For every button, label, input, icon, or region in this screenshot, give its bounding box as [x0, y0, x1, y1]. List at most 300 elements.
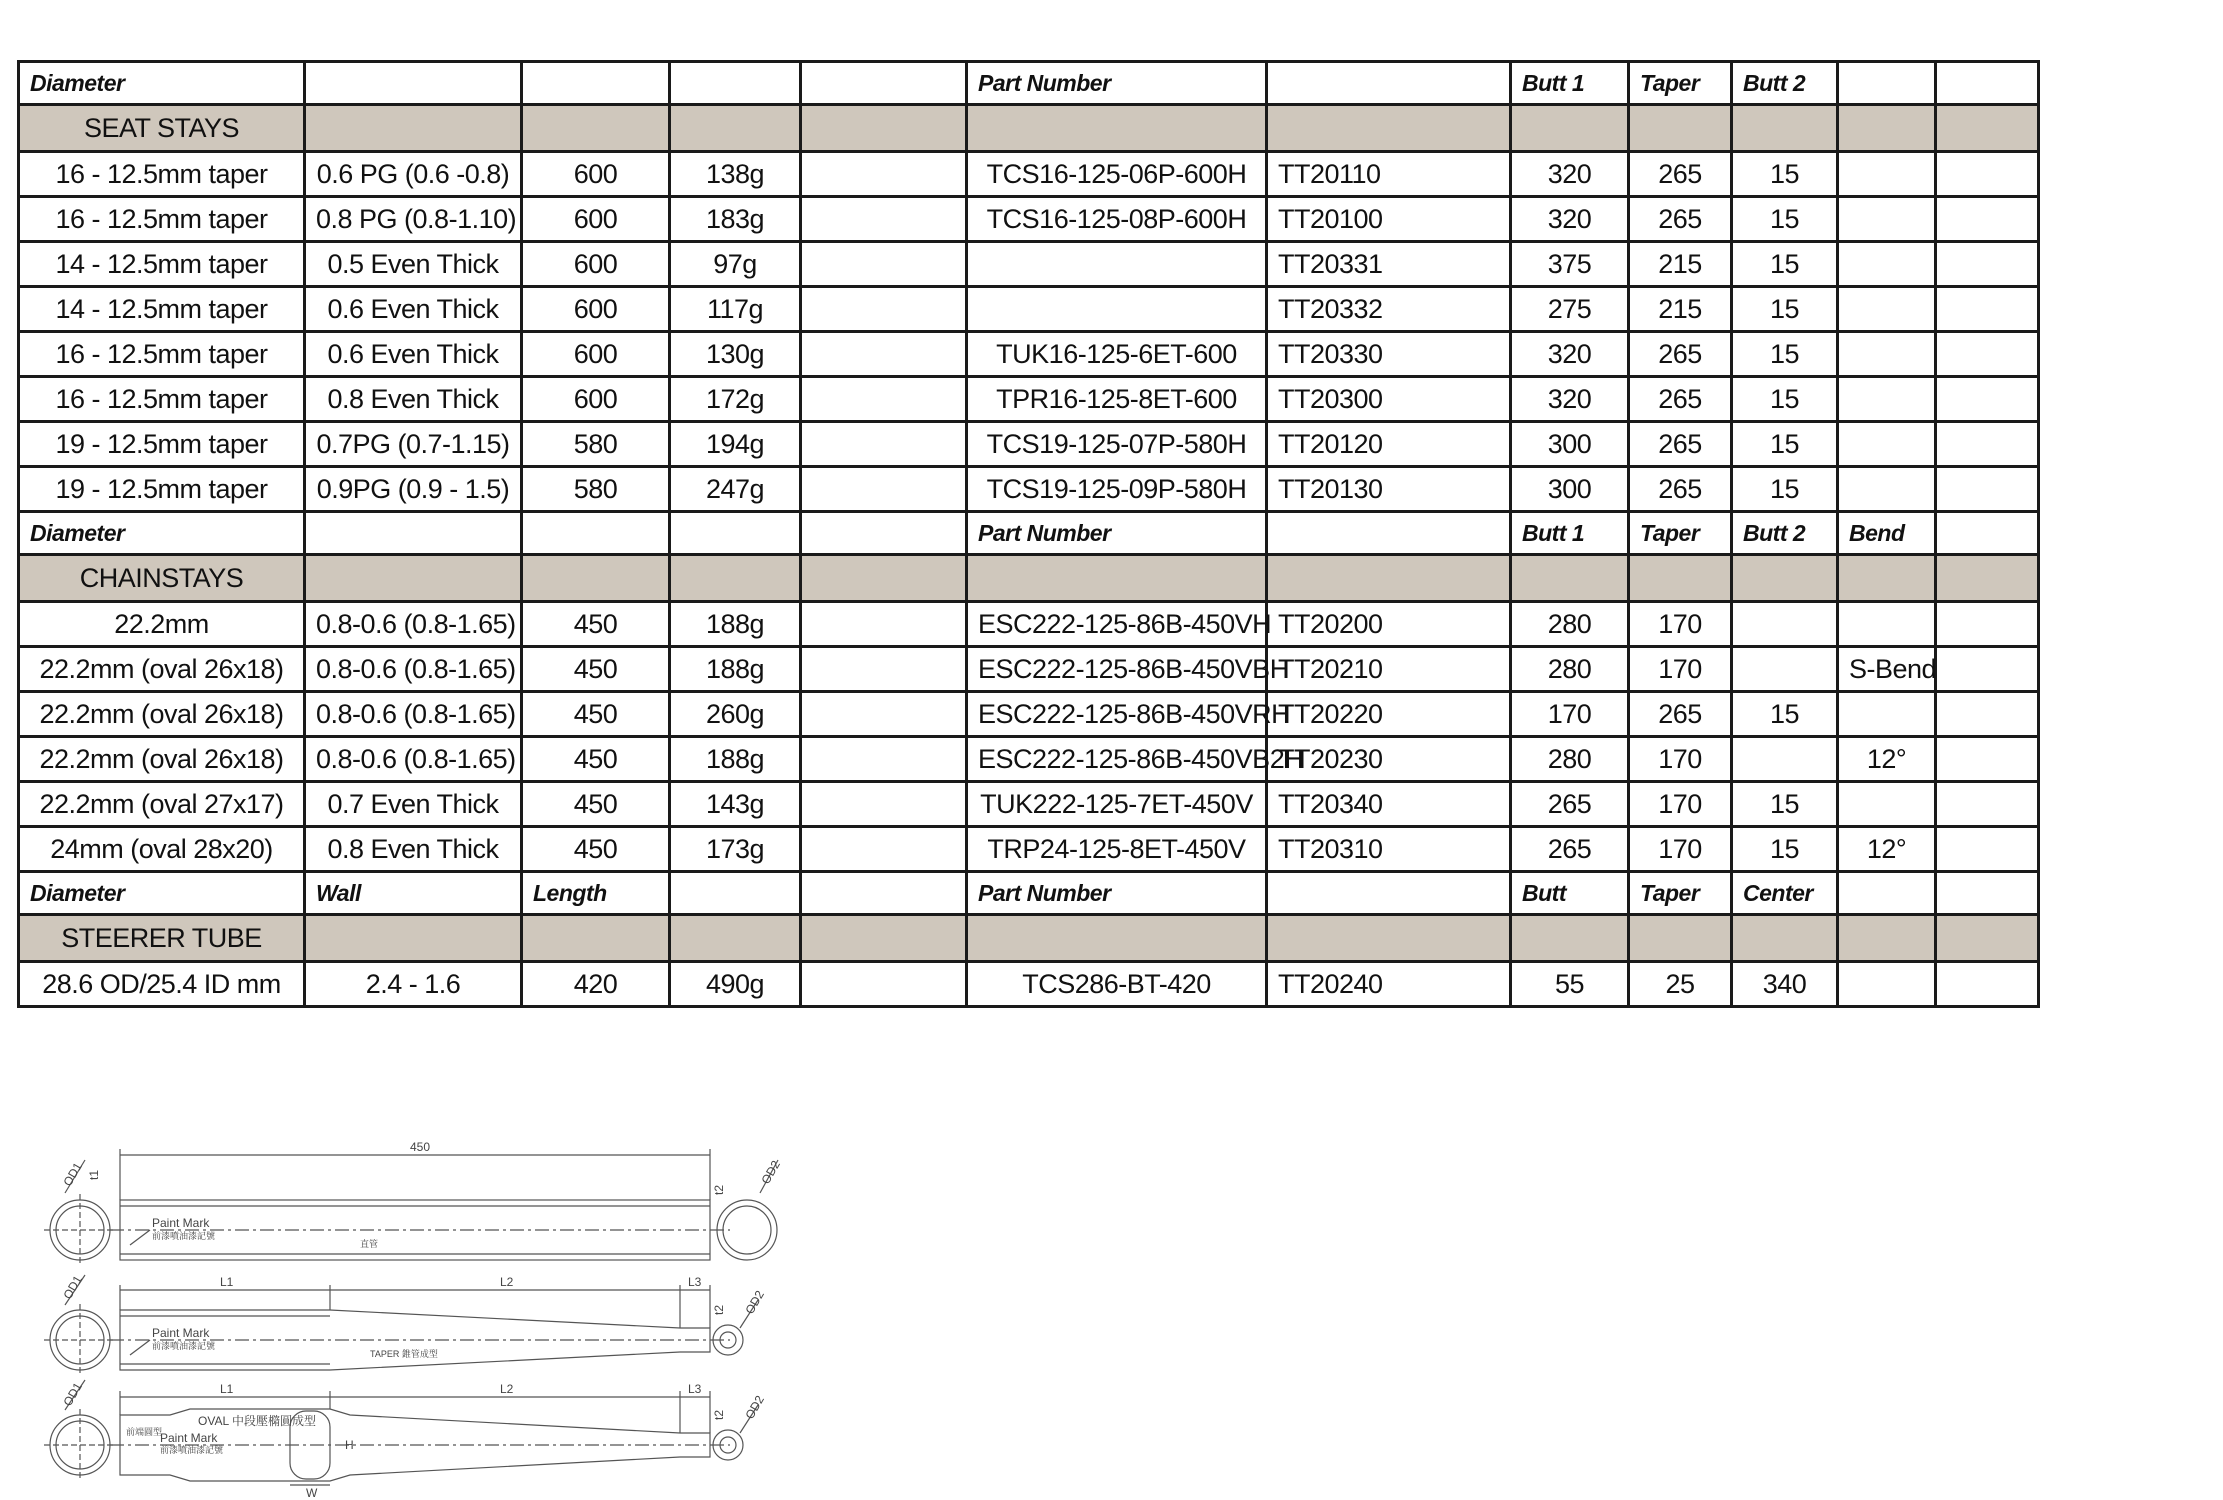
table-cell [801, 962, 967, 1007]
table-cell: 215 [1629, 287, 1732, 332]
table-row [19, 602, 2039, 647]
table-cell [1936, 332, 2039, 377]
table-cell: 420 [522, 962, 670, 1007]
table-cell: 22.2mm (oval 26x18) [19, 692, 305, 737]
oval-t2-label: t2 [712, 1409, 726, 1420]
table-cell: 16 - 12.5mm taper [19, 332, 305, 377]
table-cell: 600 [522, 152, 670, 197]
straight-paint-mark: Paint Mark [152, 1216, 210, 1230]
table-cell: 2.4 - 1.6 [305, 962, 522, 1007]
table-cell: 0.8 PG (0.8-1.10) [305, 197, 522, 242]
tube-drawings [40, 1135, 800, 1500]
table-cell: 0.6 Even Thick [305, 287, 522, 332]
table-cell: 173g [670, 827, 801, 872]
table-cell: TT20331 [1267, 242, 1511, 287]
table-cell: 188g [670, 647, 801, 692]
table-cell: TPR16-125-8ET-600 [967, 377, 1267, 422]
table-cell: ESC222-125-86B-450VH [967, 602, 1267, 647]
section-title-cell [670, 915, 801, 962]
table-cell: 188g [670, 602, 801, 647]
table-cell: 450 [522, 647, 670, 692]
table-cell: 450 [522, 827, 670, 872]
straight-middle-label: 直管 [360, 1239, 379, 1249]
table-cell: 14 - 12.5mm taper [19, 242, 305, 287]
table-cell: 280 [1511, 647, 1629, 692]
table-row [19, 422, 2039, 467]
section-title-cell [522, 555, 670, 602]
table-cell [1838, 377, 1936, 422]
section-title-cell [305, 555, 522, 602]
straight-tube-drawing [44, 1149, 778, 1266]
table-cell: TT20120 [1267, 422, 1511, 467]
taper-paint-mark-cn: 前漆噴油漆記號 [152, 1341, 216, 1351]
oval-paint-mark-cn: 前漆噴油漆記號 [160, 1445, 224, 1455]
table-row [19, 377, 2039, 422]
straight-paint-mark-cn: 前漆噴油漆記號 [152, 1231, 216, 1241]
header-cell: Length [522, 872, 670, 915]
table-cell: 15 [1732, 377, 1838, 422]
header-cell [670, 62, 801, 105]
table-cell: 170 [1629, 782, 1732, 827]
table-cell: 12° [1838, 737, 1936, 782]
section-title-cell [1732, 105, 1838, 152]
table-cell [1936, 602, 2039, 647]
table-cell [1838, 287, 1936, 332]
table-cell: 450 [522, 782, 670, 827]
section-title: SEAT STAYS [19, 105, 305, 152]
table-cell [801, 422, 967, 467]
header-cell: Taper [1629, 62, 1732, 105]
table-cell: 0.8-0.6 (0.8-1.65) [305, 737, 522, 782]
table-cell: 25 [1629, 962, 1732, 1007]
table-cell [967, 242, 1267, 287]
table-cell: 450 [522, 737, 670, 782]
section-title-cell [1629, 555, 1732, 602]
section-title-cell [1732, 555, 1838, 602]
table-cell: 0.6 Even Thick [305, 332, 522, 377]
table-cell: 22.2mm [19, 602, 305, 647]
straight-od1-label: OD1 [60, 1160, 85, 1189]
table-cell: 280 [1511, 602, 1629, 647]
header-cell: Taper [1629, 512, 1732, 555]
table-row [19, 332, 2039, 377]
header-cell [801, 62, 967, 105]
table-cell: 15 [1732, 332, 1838, 377]
table-cell: TCS16-125-06P-600H [967, 152, 1267, 197]
table-cell: TT20300 [1267, 377, 1511, 422]
table-row [19, 287, 2039, 332]
table-cell: 340 [1732, 962, 1838, 1007]
section-title-cell [1629, 915, 1732, 962]
table-cell [801, 377, 967, 422]
table-cell: 265 [1511, 782, 1629, 827]
table-cell: 265 [1629, 152, 1732, 197]
header-cell: Diameter [19, 872, 305, 915]
table-row [19, 647, 2039, 692]
table-cell: TT20310 [1267, 827, 1511, 872]
table-cell: 265 [1511, 827, 1629, 872]
table-cell [1936, 827, 2039, 872]
table-cell: 600 [522, 242, 670, 287]
table-cell: 14 - 12.5mm taper [19, 287, 305, 332]
header-cell [1267, 872, 1511, 915]
header-cell: Wall [305, 872, 522, 915]
table-cell [801, 602, 967, 647]
table-cell: 580 [522, 467, 670, 512]
table-cell: 15 [1732, 782, 1838, 827]
table-cell [1936, 377, 2039, 422]
straight-length-label: 450 [410, 1140, 431, 1154]
table-cell [801, 467, 967, 512]
table-cell: 16 - 12.5mm taper [19, 377, 305, 422]
table-cell [1936, 242, 2039, 287]
table-row [19, 737, 2039, 782]
table-cell: S-Bend [1838, 647, 1936, 692]
section-title-cell [305, 105, 522, 152]
table-cell: ESC222-125-86B-450VBH [967, 647, 1267, 692]
table-cell: 15 [1732, 692, 1838, 737]
table-cell: 16 - 12.5mm taper [19, 197, 305, 242]
table-cell: 215 [1629, 242, 1732, 287]
table-cell [801, 152, 967, 197]
table-cell: TT20210 [1267, 647, 1511, 692]
table-cell: 600 [522, 197, 670, 242]
section-title-cell [1267, 555, 1511, 602]
header-cell [801, 512, 967, 555]
header-cell: Taper [1629, 872, 1732, 915]
header-cell: Butt 2 [1732, 512, 1838, 555]
oval-od1-label: OD1 [60, 1380, 85, 1409]
table-cell: 600 [522, 377, 670, 422]
header-cell [1936, 872, 2039, 915]
table-cell: 0.8 Even Thick [305, 377, 522, 422]
table-cell: 22.2mm (oval 27x17) [19, 782, 305, 827]
table-cell: 19 - 12.5mm taper [19, 422, 305, 467]
table-cell: 15 [1732, 242, 1838, 287]
table-cell [1936, 782, 2039, 827]
header-cell [1936, 512, 2039, 555]
header-cell: Butt 1 [1511, 512, 1629, 555]
table-cell: 265 [1629, 467, 1732, 512]
section-title-cell [670, 555, 801, 602]
table-cell: 300 [1511, 422, 1629, 467]
table-cell: 450 [522, 602, 670, 647]
taper-middle-label: TAPER 錐管成型 [370, 1349, 438, 1359]
table-cell [1732, 602, 1838, 647]
section-title-cell [1267, 915, 1511, 962]
table-row [19, 692, 2039, 737]
table-cell [1838, 332, 1936, 377]
table-cell [801, 692, 967, 737]
table-cell: TT20340 [1267, 782, 1511, 827]
table-cell: TT20130 [1267, 467, 1511, 512]
section-title-cell [522, 105, 670, 152]
table-cell [801, 197, 967, 242]
table-cell [1838, 692, 1936, 737]
table-cell [1838, 962, 1936, 1007]
header-cell [522, 62, 670, 105]
table-cell: 15 [1732, 422, 1838, 467]
table-cell [1838, 422, 1936, 467]
table-cell [801, 242, 967, 287]
table-cell: 170 [1511, 692, 1629, 737]
header-cell: Diameter [19, 62, 305, 105]
section-title-cell [1511, 915, 1629, 962]
table-row [19, 467, 2039, 512]
table-cell: 170 [1629, 737, 1732, 782]
header-cell: Part Number [967, 872, 1267, 915]
header-cell [1267, 62, 1511, 105]
taper-paint-mark: Paint Mark [152, 1326, 210, 1340]
taper-t2-label: t2 [712, 1304, 726, 1315]
table-cell: 12° [1838, 827, 1936, 872]
table-cell [1838, 242, 1936, 287]
tubing-spec-table [17, 60, 2040, 1008]
table-cell: TT20240 [1267, 962, 1511, 1007]
header-cell: Diameter [19, 512, 305, 555]
section-title-cell [1511, 555, 1629, 602]
table-cell: TUK222-125-7ET-450V [967, 782, 1267, 827]
section-title-cell [1629, 105, 1732, 152]
table-cell: 183g [670, 197, 801, 242]
table-cell: 16 - 12.5mm taper [19, 152, 305, 197]
table-cell: TCS16-125-08P-600H [967, 197, 1267, 242]
table-cell: 0.8-0.6 (0.8-1.65) [305, 647, 522, 692]
table-cell: 320 [1511, 152, 1629, 197]
table-cell: 247g [670, 467, 801, 512]
section-title-cell [1838, 915, 1936, 962]
table-cell: 265 [1629, 377, 1732, 422]
table-cell: 600 [522, 332, 670, 377]
taper-od2-label: OD2 [742, 1288, 767, 1317]
oval-front-label: 前端圓型 [126, 1427, 163, 1437]
section-title-cell [967, 555, 1267, 602]
section-title-cell [522, 915, 670, 962]
table-cell: 194g [670, 422, 801, 467]
table-cell: TCS19-125-09P-580H [967, 467, 1267, 512]
table-cell: 15 [1732, 467, 1838, 512]
header-cell [1838, 62, 1936, 105]
table-cell: 55 [1511, 962, 1629, 1007]
table-cell: 15 [1732, 287, 1838, 332]
section-title-cell [1936, 105, 2039, 152]
oval-l3-label: L3 [688, 1382, 702, 1396]
oval-od2-label: OD2 [742, 1393, 767, 1422]
table-cell: 0.9PG (0.9 - 1.5) [305, 467, 522, 512]
table-cell [1838, 467, 1936, 512]
table-cell [1936, 647, 2039, 692]
taper-l3-label: L3 [688, 1275, 702, 1289]
table-cell: TRP24-125-8ET-450V [967, 827, 1267, 872]
table-cell: 0.6 PG (0.6 -0.8) [305, 152, 522, 197]
header-row [19, 872, 2039, 915]
table-cell [1936, 197, 2039, 242]
section-title-cell [305, 915, 522, 962]
header-cell [801, 872, 967, 915]
table-cell: 265 [1629, 332, 1732, 377]
section-title-row [19, 915, 2039, 962]
header-cell: Part Number [967, 512, 1267, 555]
table-cell: 0.5 Even Thick [305, 242, 522, 287]
table-cell [1936, 152, 2039, 197]
table-cell: 117g [670, 287, 801, 332]
section-title-cell [1838, 555, 1936, 602]
table-cell: 300 [1511, 467, 1629, 512]
table-cell [801, 827, 967, 872]
table-cell: TT20220 [1267, 692, 1511, 737]
table-cell: TCS286-BT-420 [967, 962, 1267, 1007]
header-cell [522, 512, 670, 555]
header-cell: Bend [1838, 512, 1936, 555]
section-title-cell [1267, 105, 1511, 152]
table-cell: 143g [670, 782, 801, 827]
table-cell [1838, 602, 1936, 647]
straight-od2-label: OD2 [758, 1158, 783, 1187]
table-cell [801, 332, 967, 377]
table-cell [1838, 782, 1936, 827]
taper-od1-label: OD1 [60, 1273, 85, 1302]
table-cell: 275 [1511, 287, 1629, 332]
header-cell [1936, 62, 2039, 105]
table-cell: 280 [1511, 737, 1629, 782]
section-title-cell [801, 915, 967, 962]
section-title-cell [1936, 555, 2039, 602]
table-cell [1838, 152, 1936, 197]
table-row [19, 962, 2039, 1007]
table-cell: 0.7PG (0.7-1.15) [305, 422, 522, 467]
straight-t2-label: t2 [712, 1184, 726, 1195]
table-cell: ESC222-125-86B-450VB2H [967, 737, 1267, 782]
table-cell [967, 287, 1267, 332]
section-title-cell [967, 105, 1267, 152]
header-cell [670, 512, 801, 555]
table-cell: 0.8-0.6 (0.8-1.65) [305, 602, 522, 647]
table-cell: 0.7 Even Thick [305, 782, 522, 827]
table-cell [1936, 422, 2039, 467]
table-cell: 375 [1511, 242, 1629, 287]
header-cell: Part Number [967, 62, 1267, 105]
table-cell [1936, 467, 2039, 512]
header-cell [670, 872, 801, 915]
header-cell: Butt 2 [1732, 62, 1838, 105]
table-cell: 265 [1629, 197, 1732, 242]
table-cell: 172g [670, 377, 801, 422]
table-cell: 22.2mm (oval 26x18) [19, 647, 305, 692]
table-cell [1732, 647, 1838, 692]
section-title-row [19, 105, 2039, 152]
table-cell [801, 782, 967, 827]
table-cell: 320 [1511, 377, 1629, 422]
table-cell: ESC222-125-86B-450VRH [967, 692, 1267, 737]
table-cell [801, 737, 967, 782]
header-row [19, 512, 2039, 555]
table-cell: 97g [670, 242, 801, 287]
table-cell: 19 - 12.5mm taper [19, 467, 305, 512]
table-cell: 265 [1629, 422, 1732, 467]
section-title-cell [967, 915, 1267, 962]
header-cell: Center [1732, 872, 1838, 915]
table-cell: 265 [1629, 692, 1732, 737]
table-cell: 24mm (oval 28x20) [19, 827, 305, 872]
table-row [19, 197, 2039, 242]
section-title-cell [1838, 105, 1936, 152]
table-cell: 0.8-0.6 (0.8-1.65) [305, 692, 522, 737]
table-cell [801, 287, 967, 332]
table-cell: TUK16-125-6ET-600 [967, 332, 1267, 377]
section-title: STEERER TUBE [19, 915, 305, 962]
header-cell [305, 62, 522, 105]
section-title-cell [670, 105, 801, 152]
section-title-cell [801, 555, 967, 602]
table-cell: 28.6 OD/25.4 ID mm [19, 962, 305, 1007]
table-cell [801, 647, 967, 692]
table-cell: 320 [1511, 332, 1629, 377]
table-cell: 15 [1732, 197, 1838, 242]
table-cell [1936, 962, 2039, 1007]
table-cell: 15 [1732, 827, 1838, 872]
table-row [19, 827, 2039, 872]
oval-l2-label: L2 [500, 1382, 514, 1396]
table-cell: TCS19-125-07P-580H [967, 422, 1267, 467]
table-row [19, 782, 2039, 827]
table-cell: 170 [1629, 827, 1732, 872]
table-row [19, 152, 2039, 197]
table-row [19, 242, 2039, 287]
table-cell: 170 [1629, 647, 1732, 692]
table-cell: 0.8 Even Thick [305, 827, 522, 872]
section-title-cell [1511, 105, 1629, 152]
table-cell: TT20332 [1267, 287, 1511, 332]
table-cell: 15 [1732, 152, 1838, 197]
straight-t1-label: t1 [87, 1169, 101, 1180]
table-cell: 188g [670, 737, 801, 782]
header-cell [305, 512, 522, 555]
section-title-cell [801, 105, 967, 152]
table-cell: TT20230 [1267, 737, 1511, 782]
table-cell: 138g [670, 152, 801, 197]
table-cell: TT20100 [1267, 197, 1511, 242]
table-cell [1936, 737, 2039, 782]
section-title-row [19, 555, 2039, 602]
section-title-cell [1732, 915, 1838, 962]
table-cell: TT20200 [1267, 602, 1511, 647]
taper-l2-label: L2 [500, 1275, 514, 1289]
taper-l1-label: L1 [220, 1275, 234, 1289]
table-cell: 490g [670, 962, 801, 1007]
section-title: CHAINSTAYS [19, 555, 305, 602]
header-cell: Butt 1 [1511, 62, 1629, 105]
table-cell [1732, 737, 1838, 782]
header-cell [1267, 512, 1511, 555]
table-cell: 580 [522, 422, 670, 467]
header-cell: Butt [1511, 872, 1629, 915]
oval-l1-label: L1 [220, 1382, 234, 1396]
table-cell: 450 [522, 692, 670, 737]
oval-h-label: H [345, 1438, 354, 1452]
table-cell [1936, 692, 2039, 737]
table-cell: 22.2mm (oval 26x18) [19, 737, 305, 782]
table-cell: 170 [1629, 602, 1732, 647]
table-cell [1838, 197, 1936, 242]
table-cell [1936, 287, 2039, 332]
table-cell: TT20330 [1267, 332, 1511, 377]
oval-paint-mark: Paint Mark [160, 1431, 218, 1445]
oval-middle-label: OVAL 中段壓橢圓成型 [198, 1414, 317, 1428]
table-cell: TT20110 [1267, 152, 1511, 197]
table-cell: 320 [1511, 197, 1629, 242]
table-cell: 260g [670, 692, 801, 737]
section-title-cell [1936, 915, 2039, 962]
